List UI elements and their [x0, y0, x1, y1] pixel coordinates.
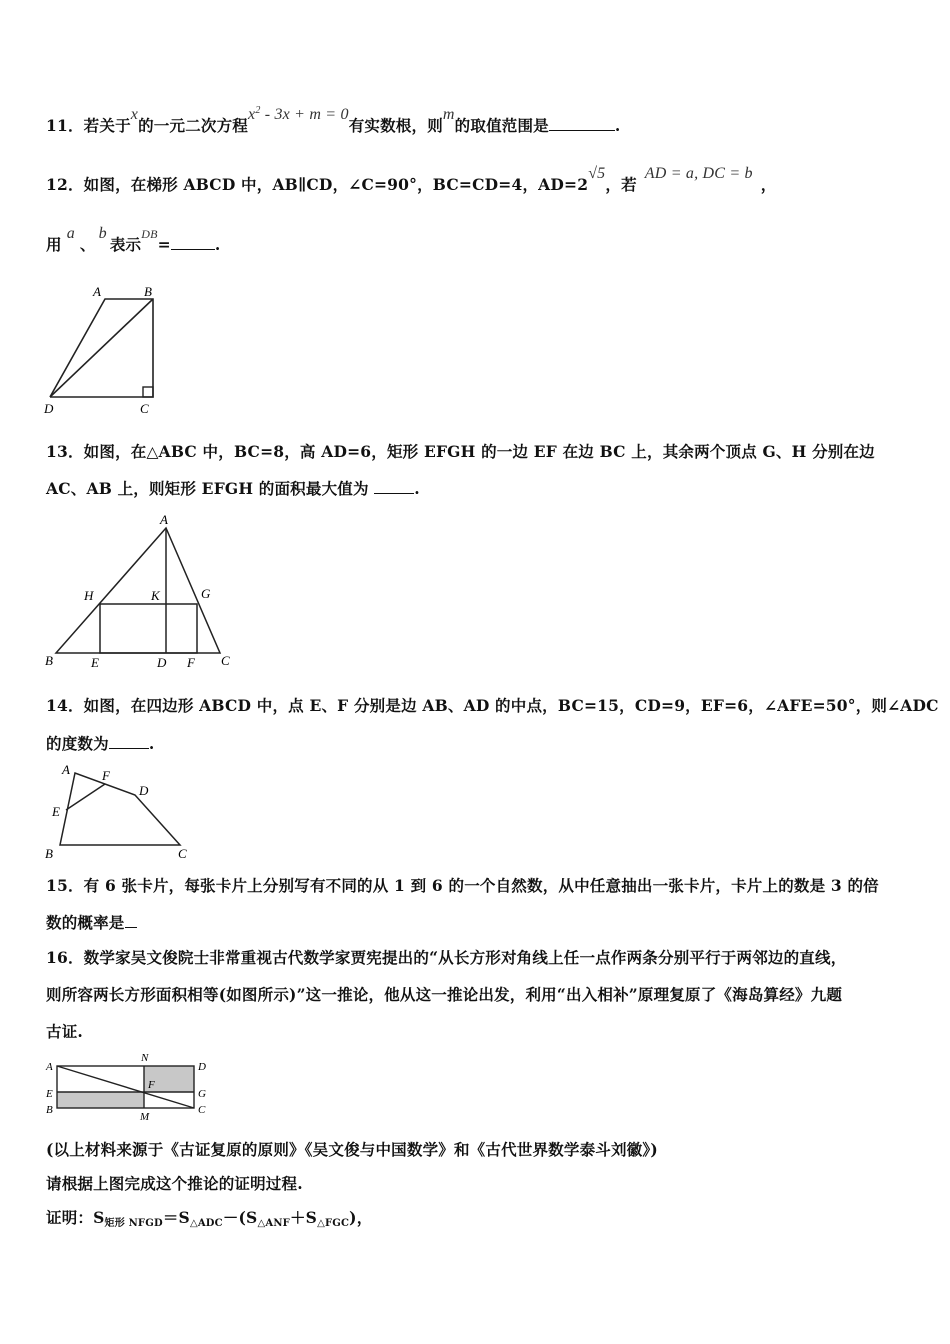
question-14-line2 — [46, 732, 154, 754]
q11-equation: $x^2 - 3x + m = 0$ — [248, 105, 349, 123]
q16-label-b: B — [46, 1104, 53, 1116]
question-16: 16．数学家吴文俊院士非常重视古代数学家贾宪提出的“从长方形对角线上任一点作两条分别平行于两邻边的直线， — [46, 948, 847, 967]
q13-rectangle-efgh — [100, 604, 197, 653]
q11-end: . — [614, 116, 621, 135]
proof-sub-fgc: △FGC — [317, 1218, 350, 1229]
question-12 — [46, 165, 777, 195]
q12-label-c: C — [140, 401, 149, 416]
q11-tail: 的取值范围是 — [454, 116, 549, 135]
q14-label-b: B — [45, 846, 53, 861]
q11-mid1: 的一元二次方程 — [138, 116, 248, 135]
q12-comma: ， — [760, 175, 777, 194]
q14-answer-blank — [109, 734, 149, 749]
proof-sub-nfgd: 矩形 NFGD — [104, 1218, 163, 1229]
q13-end: . — [414, 479, 420, 498]
question-14: 14．如图，在四边形 ABCD 中，点 E、F 分别是边 AB、AD 的中点，BC=15，CD=9，EF=6，∠AFE=50°，则∠ADC — [46, 696, 939, 715]
q16-source-note: (以上材料来源于《古证复原的原则》《吴文俊与中国数学》和《古代世界数学泰斗刘徽》) — [46, 1140, 658, 1159]
q15-answer-blank — [125, 913, 137, 928]
q15-line2-text: 数的概率是 — [46, 913, 125, 932]
q11-var-m: m — [442, 106, 455, 123]
q16-label-m: M — [140, 1111, 150, 1123]
q14-label-d: D — [139, 783, 149, 798]
q12-sep: 、 — [79, 235, 96, 254]
q11-mid2: 有实数根，则 — [348, 116, 443, 135]
q14-label-f: F — [102, 768, 110, 783]
q12-represent: 表示 — [109, 235, 142, 254]
q16-label-c: C — [198, 1104, 206, 1116]
q13-label-d: D — [157, 655, 167, 670]
q16-label-e: E — [46, 1088, 53, 1100]
q13-label-b: B — [45, 653, 53, 668]
question-16-line2: 则所容两长方形面积相等(如图所示)”这一推论，他从这一推论出发，利用“出入相补”原理复原了《海岛算经》九题 — [46, 985, 843, 1004]
q13-label-e: E — [91, 655, 99, 670]
q12-right-angle-mark — [143, 387, 153, 397]
q11-var-x: x — [130, 106, 139, 123]
q12-end: . — [214, 235, 221, 254]
q13-label-g: G — [201, 586, 211, 601]
q12-vector-eq: AD = a, DC = b — [644, 165, 753, 182]
q13-label-a: A — [160, 512, 168, 527]
q13-line2-text: AC、AB 上，则矩形 EFGH 的面积最大值为 — [46, 479, 369, 498]
q13-label-h: H — [84, 588, 94, 603]
q13-answer-blank — [374, 479, 414, 494]
q14-label-c: C — [178, 846, 187, 861]
q13-label-k: K — [151, 588, 160, 603]
q12-lead: 12．如图，在梯形 ABCD 中，AB∥CD，∠C=90°，BC=CD=4，AD=2 — [46, 175, 589, 194]
q16-label-n: N — [141, 1052, 149, 1064]
question-13: 13．如图，在△ABC 中，BC=8，高 AD=6，矩形 EFGH 的一边 EF 在边 BC 上，其余两个顶点 G、H 分别在边 — [46, 442, 875, 461]
q16-rectangle-figure — [42, 1050, 217, 1125]
proof-sub-adc: △ADC — [189, 1218, 223, 1229]
q14-line2-text: 的度数为 — [46, 734, 109, 753]
question-16-line3: 古证. — [46, 1022, 83, 1041]
q16-label-f: F — [148, 1079, 155, 1091]
q12-trapezoid-figure — [40, 282, 165, 417]
q14-quadrilateral-abcd — [60, 773, 180, 845]
proof-eq: ＝S — [162, 1208, 190, 1227]
q13-label-c: C — [221, 653, 230, 668]
q12-mid: ，若 — [605, 175, 637, 194]
proof-sub-anf: △ANF — [257, 1218, 290, 1229]
q12-use: 用 — [46, 235, 62, 254]
q14-quadrilateral-figure — [40, 760, 200, 865]
q14-end: . — [148, 734, 155, 753]
q16-label-g: G — [198, 1088, 206, 1100]
q13-triangle-figure — [40, 512, 240, 672]
q14-label-a: A — [62, 762, 70, 777]
q12-var-b: b — [98, 225, 107, 242]
q12-label-d: D — [44, 401, 54, 416]
q12-answer-blank — [171, 235, 215, 250]
q12-vector-db: DB — [141, 227, 158, 241]
question-12-line2 — [46, 225, 221, 255]
q13-triangle-abc — [56, 528, 220, 653]
q16-proof-start — [46, 1206, 372, 1228]
proof-lead: 证明：S — [46, 1208, 105, 1227]
proof-minus: －(S — [222, 1208, 258, 1227]
proof-plus: ＋S — [289, 1208, 318, 1227]
q12-sqrt5: √5 — [588, 165, 606, 182]
question-15: 15．有 6 张卡片，每张卡片上分别写有不同的从 1 到 6 的一个自然数，从中任意抽出一张卡片，卡片上的数是 3 的倍 — [46, 876, 879, 895]
q16-shaded-rect-ebmf — [57, 1092, 144, 1108]
q12-var-a: a — [66, 225, 75, 242]
q12-diagonal-db — [50, 299, 153, 397]
q16-label-a: A — [46, 1061, 53, 1073]
q13-label-f: F — [187, 655, 195, 670]
question-13-line2 — [46, 477, 420, 499]
question-11 — [46, 105, 621, 136]
q14-label-e: E — [52, 804, 60, 819]
q12-label-a: A — [93, 284, 101, 299]
q12-label-b: B — [144, 284, 152, 299]
q11-answer-blank — [549, 116, 615, 131]
proof-end: )， — [349, 1208, 373, 1227]
q11-lead: 11．若关于 — [46, 116, 131, 135]
q12-eq-sign: = — [157, 235, 171, 254]
question-15-line2 — [46, 911, 137, 933]
q16-label-d: D — [198, 1061, 206, 1073]
q16-instruction: 请根据上图完成这个推论的证明过程. — [46, 1174, 303, 1193]
